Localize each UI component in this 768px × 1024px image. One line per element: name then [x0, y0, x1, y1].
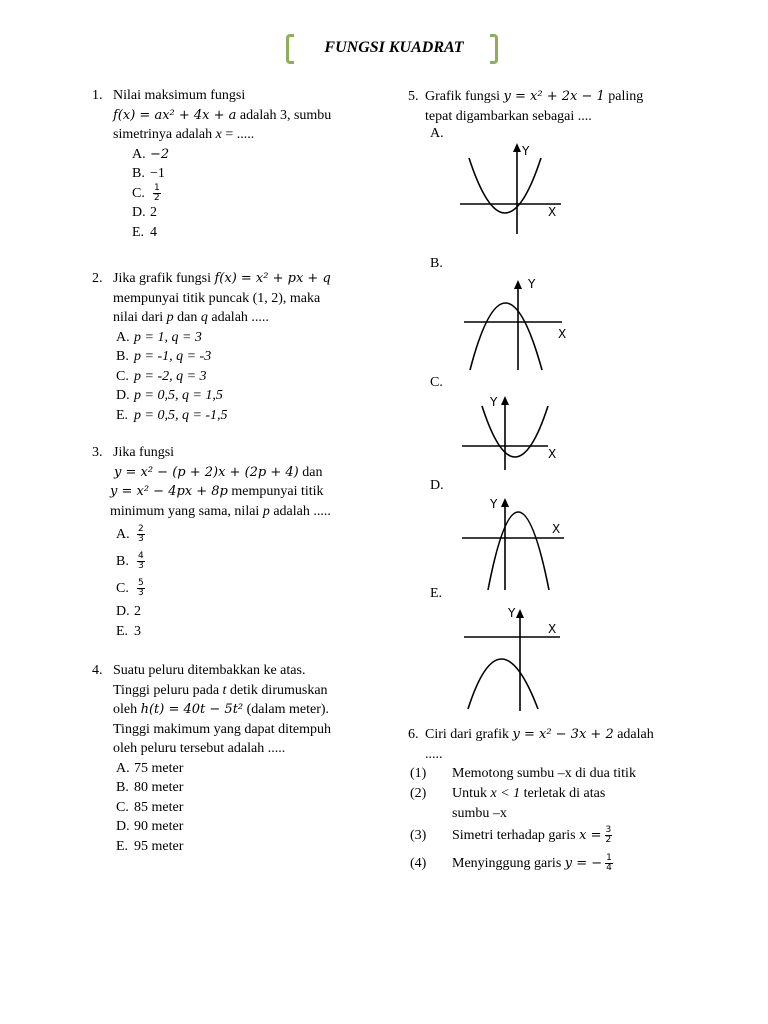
- parabola-curve: [482, 406, 548, 457]
- option-c[interactable]: [92, 798, 331, 818]
- question-number: 3.: [92, 445, 103, 460]
- option-value: p = -2, q = 3: [134, 368, 207, 384]
- question-text: detik dirumuskan: [226, 682, 328, 698]
- fraction: [605, 854, 613, 873]
- option-label: A.: [116, 760, 130, 776]
- option-label: E.: [116, 623, 129, 639]
- y-axis-label: Y: [490, 497, 498, 511]
- option-e-label[interactable]: E.: [430, 586, 443, 601]
- option-a[interactable]: [92, 759, 331, 779]
- option-e[interactable]: [92, 406, 331, 426]
- math-expression: y = −: [564, 856, 603, 871]
- option-label: E.: [116, 838, 129, 854]
- math-expression: h(t) = 40t − 5t²: [140, 702, 244, 717]
- x-axis-label: X: [548, 205, 557, 219]
- denominator: 2: [154, 192, 160, 203]
- y-arrow-icon: [514, 280, 522, 289]
- question-4: [92, 661, 331, 856]
- option-b[interactable]: [92, 548, 331, 575]
- x-axis-label: X: [558, 327, 567, 341]
- option-label: C.: [132, 185, 145, 201]
- numerator: 3: [605, 825, 612, 836]
- option-label: D.: [116, 604, 130, 619]
- question-number: 4.: [92, 663, 103, 678]
- y-arrow-icon: [501, 498, 509, 507]
- statement-text: Memotong sumbu –x di dua titik: [452, 766, 636, 781]
- question-text: Grafik fungsi: [425, 89, 504, 104]
- option-label: D.: [116, 388, 130, 403]
- option-b[interactable]: [92, 164, 331, 184]
- parabola-curve: [468, 659, 538, 709]
- graph-option-d[interactable]: [460, 494, 575, 594]
- option-d[interactable]: [92, 203, 331, 223]
- y-axis-label: Y: [490, 395, 498, 409]
- title-banner: [0, 34, 768, 64]
- question-text: Nilai maksimum fungsi: [113, 88, 246, 103]
- option-b[interactable]: [92, 347, 331, 367]
- option-value: −2: [150, 146, 170, 162]
- math-expression: y = x² − 4px + 8p: [110, 484, 228, 499]
- question-text: mempunyai titik puncak (1, 2), maka: [113, 290, 321, 306]
- statement-number: (2): [410, 786, 427, 801]
- question-text: oleh: [113, 702, 141, 717]
- question-text: Jika grafik fungsi: [113, 271, 215, 286]
- option-label: B.: [116, 780, 129, 795]
- denominator: 3: [138, 534, 144, 545]
- option-a[interactable]: [92, 521, 331, 548]
- question-number: 1.: [92, 88, 103, 103]
- option-b-label[interactable]: B.: [430, 256, 443, 271]
- math-expression: f(x) = ax² + 4x + a: [113, 107, 237, 123]
- math-expression: x =: [579, 828, 602, 843]
- y-arrow-icon: [501, 396, 509, 405]
- question-number: 5.: [408, 89, 419, 104]
- statement-1: [410, 764, 636, 784]
- question-text: minimum yang sama, nilai: [110, 503, 263, 519]
- denominator: 3: [138, 561, 144, 572]
- option-c[interactable]: [92, 575, 331, 602]
- option-label: C.: [116, 799, 129, 815]
- question-text: adalah 3, sumbu: [236, 107, 332, 123]
- option-value: 4: [150, 224, 157, 240]
- y-arrow-icon: [513, 143, 521, 152]
- fraction: [605, 826, 613, 845]
- option-value: 3: [134, 623, 141, 639]
- option-label: D.: [116, 819, 130, 834]
- y-arrow-icon: [516, 609, 524, 618]
- question-number: 6.: [408, 727, 419, 742]
- fraction: [137, 579, 145, 598]
- statement-text: Simetri terhadap garis: [452, 828, 580, 843]
- numerator: 1: [154, 182, 160, 193]
- option-label: A.: [116, 527, 130, 542]
- question-text: = .....: [221, 127, 255, 142]
- option-label: D.: [132, 205, 146, 220]
- numerator: 1: [606, 853, 612, 864]
- option-label: C.: [116, 368, 129, 384]
- variable: t: [222, 682, 227, 698]
- graph-option-a[interactable]: [455, 140, 565, 240]
- statement-text: sumbu –x: [452, 805, 507, 821]
- option-c[interactable]: [92, 184, 331, 204]
- fraction: [137, 525, 145, 544]
- math-expression: f(x) = x² + px + q: [214, 271, 331, 286]
- numerator: 5: [138, 578, 144, 589]
- graph-option-b[interactable]: [460, 274, 575, 374]
- option-label: C.: [116, 581, 129, 596]
- question-6: [408, 725, 654, 764]
- option-value: p = 0,5, q = -1,5: [134, 407, 228, 423]
- option-value: 80 meter: [134, 780, 184, 795]
- fraction: [153, 184, 161, 203]
- numerator: 4: [138, 551, 144, 562]
- option-d[interactable]: [92, 386, 331, 406]
- y-axis-label: Y: [508, 606, 516, 620]
- option-label: A.: [132, 146, 146, 162]
- question-text: (dalam meter).: [243, 702, 330, 717]
- variable: x: [215, 127, 222, 142]
- option-value: 90 meter: [134, 819, 184, 834]
- question-text: .....: [425, 746, 443, 762]
- option-label: B.: [116, 349, 129, 364]
- math-expression: y = x² − (p + 2)x + (2p + 4): [114, 464, 299, 480]
- variable: q: [200, 310, 208, 325]
- statement-text: Menyinggung garis: [452, 856, 565, 871]
- option-e[interactable]: [92, 622, 331, 642]
- option-value: p = 0,5, q = 1,5: [134, 388, 223, 403]
- statement-text: terletak di atas: [520, 786, 606, 801]
- question-3: [92, 443, 331, 641]
- option-c[interactable]: [92, 367, 331, 387]
- title-bracket-left: [286, 34, 294, 64]
- denominator: 2: [605, 835, 612, 846]
- statement-number: (3): [410, 828, 427, 843]
- x-axis-label: X: [548, 447, 557, 461]
- option-value: 75 meter: [134, 760, 184, 776]
- question-text: dan: [173, 310, 201, 325]
- option-d[interactable]: [92, 817, 331, 837]
- parabola-curve: [470, 303, 542, 370]
- statement-4: [410, 854, 613, 874]
- option-label: B.: [116, 554, 129, 569]
- option-d[interactable]: [92, 602, 331, 622]
- question-text: adalah .....: [269, 503, 331, 519]
- question-number: 2.: [92, 271, 103, 286]
- option-a[interactable]: [92, 145, 331, 165]
- option-b[interactable]: [92, 778, 331, 798]
- option-value: p = 1, q = 3: [134, 329, 202, 345]
- math-expression: x < 1: [490, 786, 521, 801]
- question-1: [92, 86, 331, 242]
- option-label: E.: [116, 407, 129, 423]
- denominator: 3: [138, 588, 144, 599]
- statement-number: (1): [410, 766, 427, 781]
- option-a-label[interactable]: A.: [430, 126, 444, 141]
- question-text: Jika fungsi: [113, 445, 175, 460]
- option-value: 2: [134, 604, 141, 619]
- parabola-curve: [488, 512, 549, 590]
- option-label: A.: [116, 329, 130, 345]
- variable: p: [262, 503, 270, 519]
- graph-option-c[interactable]: [458, 392, 568, 472]
- math-expression: y = x² − 3x + 2: [512, 727, 614, 742]
- numerator: 2: [138, 524, 144, 535]
- question-text: adalah: [613, 727, 654, 742]
- question-text: Ciri dari grafik: [425, 727, 513, 742]
- denominator: 4: [606, 863, 612, 874]
- option-a[interactable]: [92, 328, 331, 348]
- option-c-label[interactable]: C.: [430, 375, 443, 390]
- option-value: 2: [150, 205, 157, 220]
- option-value: 95 meter: [134, 838, 184, 854]
- x-axis-label: X: [552, 522, 561, 536]
- option-value: −1: [150, 166, 165, 181]
- question-text: Tinggi makimum yang dapat ditempuh: [113, 721, 332, 737]
- graph-option-e[interactable]: [460, 603, 575, 715]
- question-text: dan: [298, 464, 323, 480]
- option-d-label[interactable]: D.: [430, 478, 444, 493]
- question-text: paling: [604, 89, 644, 104]
- option-label: E.: [132, 224, 145, 240]
- x-axis-label: X: [548, 622, 557, 636]
- y-axis-label: Y: [522, 144, 530, 158]
- option-e[interactable]: [92, 837, 331, 857]
- variable: p: [166, 310, 174, 325]
- y-axis-label: Y: [528, 277, 536, 291]
- question-text: nilai dari: [113, 310, 167, 325]
- statement-text: Untuk: [452, 786, 491, 801]
- statement-number: (4): [410, 856, 427, 871]
- question-text: tepat digambarkan sebagai ....: [425, 108, 592, 124]
- question-5: [408, 87, 643, 126]
- option-value: 85 meter: [134, 799, 184, 815]
- math-expression: y = x² + 2x − 1: [503, 89, 605, 104]
- question-2: [92, 269, 331, 425]
- question-text: mempunyai titik: [227, 484, 324, 499]
- question-text: Tinggi peluru pada: [113, 682, 223, 698]
- option-label: B.: [132, 166, 145, 181]
- option-value: p = -1, q = -3: [134, 349, 212, 364]
- question-text: simetrinya adalah: [113, 127, 216, 142]
- title-bracket-right: [490, 34, 498, 64]
- question-text: adalah .....: [207, 310, 269, 325]
- question-text: oleh peluru tersebut adalah .....: [113, 741, 286, 756]
- option-e[interactable]: [92, 223, 331, 243]
- fraction: [137, 552, 145, 571]
- statement-3: [410, 826, 612, 846]
- page-title: FUNGSI KUADRAT: [324, 39, 464, 56]
- statement-2: [410, 784, 605, 823]
- question-text: Suatu peluru ditembakkan ke atas.: [113, 663, 306, 678]
